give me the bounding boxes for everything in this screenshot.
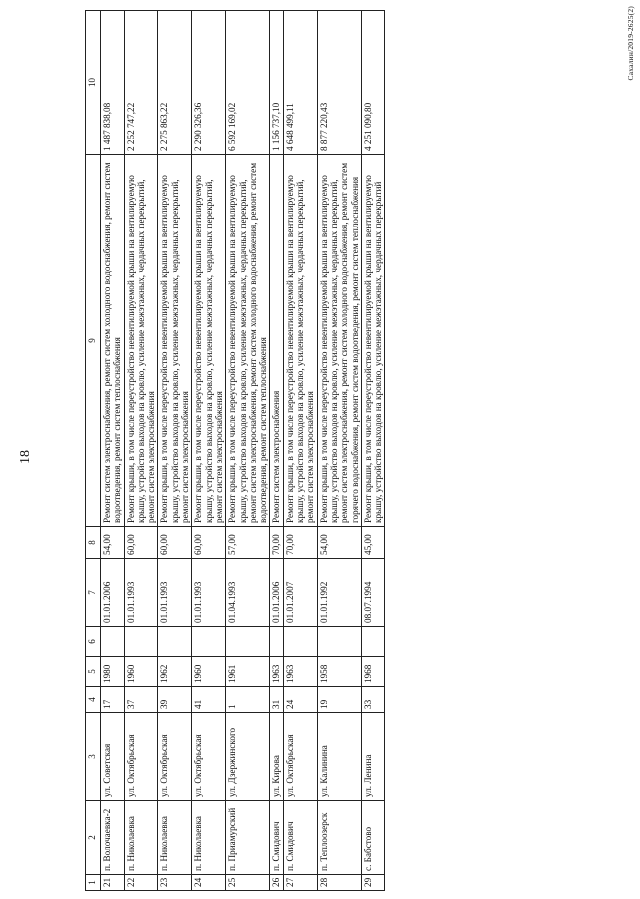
row-number: 21 <box>101 875 125 891</box>
column-6-cell <box>158 627 192 657</box>
cost-cell: 4 251 090,80 <box>361 11 385 155</box>
wear-percent-cell: 54,00 <box>101 527 125 559</box>
house-number-cell: 1 <box>226 687 270 713</box>
cost-cell: 1 487 838,08 <box>101 11 125 155</box>
street-cell: ул. Советская <box>101 713 125 801</box>
works-description-cell: Ремонт крыши, в том числе переустройство невентилируемой крыши на вентилируемую крышу, устройство выходов на кровлю, усиление межэтажных, чердачных перекрытий, ремонт систем электроснабжения <box>158 155 192 527</box>
street-cell: ул. Октябрьская <box>192 713 226 801</box>
table-row <box>124 11 158 891</box>
wear-percent-cell: 60,00 <box>124 527 158 559</box>
column-header: 10 <box>86 11 101 155</box>
year-built-cell: 1958 <box>317 657 361 687</box>
table-row <box>361 11 385 891</box>
column-6-cell <box>270 627 283 657</box>
year-built-cell: 1962 <box>158 657 192 687</box>
house-number-cell: 33 <box>361 687 385 713</box>
works-description-cell: Ремонт систем электроснабжения, ремонт систем холодного водоснабжения, ремонт систем водоотведения, ремонт систем теплоснабжения <box>101 155 125 527</box>
table-row <box>283 11 317 891</box>
housing-repair-table <box>85 10 385 891</box>
cost-cell: 1 156 737,10 <box>270 11 283 155</box>
column-6-cell <box>361 627 385 657</box>
year-built-cell: 1960 <box>192 657 226 687</box>
privatization-date-cell: 01.01.2006 <box>101 559 125 627</box>
year-built-cell: 1980 <box>101 657 125 687</box>
column-header: 5 <box>86 657 101 687</box>
column-header: 7 <box>86 559 101 627</box>
house-number-cell: 17 <box>101 687 125 713</box>
works-description-cell: Ремонт крыши, в том числе переустройство невентилируемой крыши на вентилируемую крышу, устройство выходов на кровлю, усиление межэтажных, чердачных перекрытий, ремонт систем электроснабжения <box>192 155 226 527</box>
column-header: 4 <box>86 687 101 713</box>
table-row <box>270 11 283 891</box>
cost-cell: 2 275 863,22 <box>158 11 192 155</box>
house-number-cell: 31 <box>270 687 283 713</box>
wear-percent-cell: 70,00 <box>270 527 283 559</box>
privatization-date-cell: 01.04.1993 <box>226 559 270 627</box>
table-row <box>226 11 270 891</box>
street-cell: ул. Дзержинского <box>226 713 270 801</box>
table-body <box>101 11 385 891</box>
year-built-cell: 1961 <box>226 657 270 687</box>
house-number-cell: 41 <box>192 687 226 713</box>
works-description-cell: Ремонт систем электроснабжения <box>270 155 283 527</box>
column-6-cell <box>226 627 270 657</box>
column-header: 2 <box>86 801 101 875</box>
settlement-cell: п. Смидович <box>283 801 317 875</box>
street-cell: ул. Кирова <box>270 713 283 801</box>
settlement-cell: п. Вол​очаевка-2 <box>101 801 125 875</box>
street-cell: ул. Октябрьская <box>283 713 317 801</box>
street-cell: ул. Ленина <box>361 713 385 801</box>
cost-cell: 8 877 220,43 <box>317 11 361 155</box>
column-6-cell <box>283 627 317 657</box>
privatization-date-cell: 01.01.2006 <box>270 559 283 627</box>
street-cell: ул. Октябрьская <box>158 713 192 801</box>
column-6-cell <box>317 627 361 657</box>
header-row <box>86 11 101 891</box>
wear-percent-cell: 45,00 <box>361 527 385 559</box>
wear-percent-cell: 60,00 <box>192 527 226 559</box>
column-header: 3 <box>86 713 101 801</box>
works-description-cell: Ремонт крыши, в том числе переустройство невентилируемой крыши на вентилируемую крышу, устройство выходов на кровлю, усиление межэтажных, чердачных перекрытий, ремонт систем электроснабжения, ремонт систем холодного водоснабжения, ремонт систем горячего водоснабжения, ремонт систем водоотведения, ремонт систем теплоснабжения <box>317 155 361 527</box>
year-built-cell: 1960 <box>124 657 158 687</box>
privatization-date-cell: 01.01.1993 <box>158 559 192 627</box>
column-header: 9 <box>86 155 101 527</box>
column-header: 8 <box>86 527 101 559</box>
works-description-cell: Ремонт крыши, в том числе переустройство невентилируемой крыши на вентилируемую крышу, устройство выходов на кровлю, усиление межэтажных, чердачных перекрытий, ремонт систем электроснабжения <box>124 155 158 527</box>
page-number: 18 <box>18 450 33 464</box>
works-description-cell: Ремонт крыши, в том числе переустройство невентилируемой крыши на вентилируемую крышу, устройство выходов на кровлю, усиление межэтажных, чердачных перекрытий <box>361 155 385 527</box>
works-description-cell: Ремонт крыши, в том числе переустройство невентилируемой крыши на вентилируемую крышу, устройство выходов на кровлю, усиление межэтажных, чердачных перекрытий, ремонт систем электроснабжения <box>283 155 317 527</box>
privatization-date-cell: 01.01.2007 <box>283 559 317 627</box>
year-built-cell: 1968 <box>361 657 385 687</box>
year-built-cell: 1963 <box>283 657 317 687</box>
house-number-cell: 39 <box>158 687 192 713</box>
settlement-cell: п. Приамурский <box>226 801 270 875</box>
row-number: 25 <box>226 875 270 891</box>
settlement-cell: п. Николаевка <box>192 801 226 875</box>
row-number: 24 <box>192 875 226 891</box>
row-number: 23 <box>158 875 192 891</box>
row-number: 29 <box>361 875 385 891</box>
wear-percent-cell: 60,00 <box>158 527 192 559</box>
works-description-cell: Ремонт крыши, в том числе переустройство невентилируемой крыши на вентилируемую крышу, устройство выходов на кровлю, усиление межэтажных, чердачных перекрытий, ремонт систем электроснабжения, ремонт систем холодного водоснабжения, ремонт систем водоотведения, ремонт систем теплоснабжения <box>226 155 270 527</box>
privatization-date-cell: 08.07.1994 <box>361 559 385 627</box>
column-header: 6 <box>86 627 101 657</box>
cost-cell: 2 290 326,36 <box>192 11 226 155</box>
house-number-cell: 37 <box>124 687 158 713</box>
row-number: 28 <box>317 875 361 891</box>
wear-percent-cell: 70,00 <box>283 527 317 559</box>
house-number-cell: 24 <box>283 687 317 713</box>
table-row <box>101 11 125 891</box>
settlement-cell: с. Бабстово <box>361 801 385 875</box>
year-built-cell: 1963 <box>270 657 283 687</box>
column-6-cell <box>101 627 125 657</box>
wear-percent-cell: 54,00 <box>317 527 361 559</box>
privatization-date-cell: 01.01.1992 <box>317 559 361 627</box>
table-row <box>317 11 361 891</box>
row-number: 26 <box>270 875 283 891</box>
street-cell: ул. Октябрьская <box>124 713 158 801</box>
cost-cell: 2 252 747,22 <box>124 11 158 155</box>
wear-percent-cell: 57,00 <box>226 527 270 559</box>
column-header: 1 <box>86 875 101 891</box>
settlement-cell: п. Теплоозерск <box>317 801 361 875</box>
privatization-date-cell: 01.01.1993 <box>124 559 158 627</box>
street-cell: ул. Калинина <box>317 713 361 801</box>
document-reference: Сахалин/2019-2625(2) <box>626 6 635 81</box>
row-number: 27 <box>283 875 317 891</box>
table-row <box>158 11 192 891</box>
column-6-cell <box>124 627 158 657</box>
column-6-cell <box>192 627 226 657</box>
privatization-date-cell: 01.01.1993 <box>192 559 226 627</box>
settlement-cell: п. Смидович <box>270 801 283 875</box>
cost-cell: 4 648 499,11 <box>283 11 317 155</box>
house-number-cell: 19 <box>317 687 361 713</box>
settlement-cell: п. Николаевка <box>158 801 192 875</box>
cost-cell: 6 592 169,02 <box>226 11 270 155</box>
settlement-cell: п. Николаевка <box>124 801 158 875</box>
table-row <box>192 11 226 891</box>
row-number: 22 <box>124 875 158 891</box>
